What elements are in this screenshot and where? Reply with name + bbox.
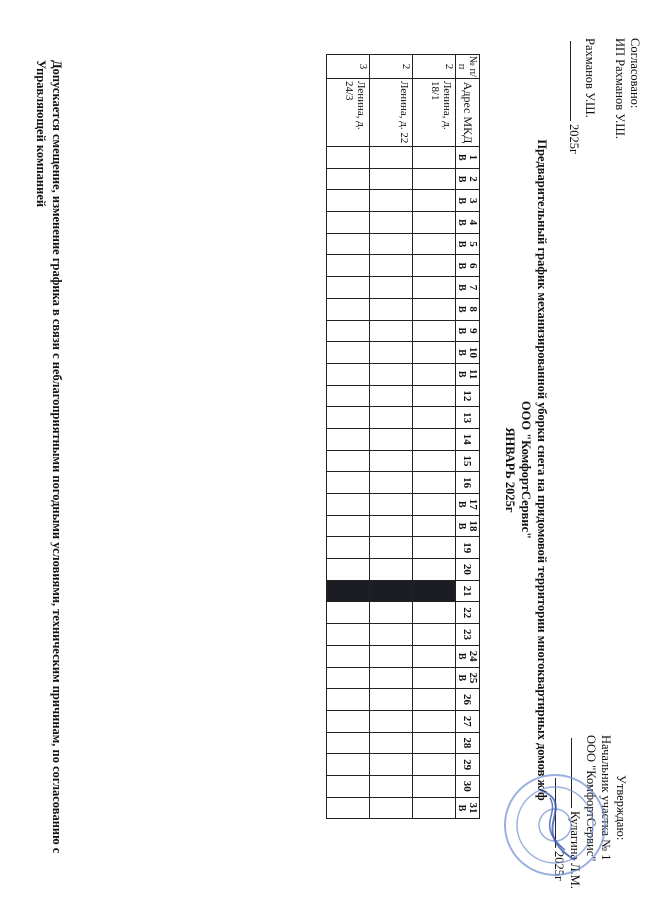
schedule-cell [413, 580, 456, 602]
day-number: 2 [467, 176, 479, 182]
day-header-30 [456, 775, 480, 797]
day-number: 18 [467, 520, 479, 532]
day-header-16 [456, 472, 480, 494]
day-number: 16 [461, 477, 474, 489]
day-number: 20 [461, 563, 474, 575]
day-off-mark: В [456, 652, 467, 660]
schedule-cell [327, 775, 370, 797]
schedule-cell [370, 428, 413, 450]
day-off-mark: В [456, 370, 467, 378]
schedule-cell [327, 515, 370, 537]
day-number: 26 [461, 694, 474, 706]
day-header-29 [456, 754, 480, 776]
schedule-cell [370, 450, 413, 472]
day-number: 3 [467, 197, 479, 204]
table-header-row [456, 55, 480, 819]
day-number: 12 [461, 390, 474, 402]
day-off-mark: В [456, 284, 467, 291]
day-off-mark: В [456, 674, 467, 682]
schedule-cell [370, 515, 413, 537]
snow-removal-schedule-table [326, 54, 480, 819]
day-header-14 [456, 428, 480, 450]
schedule-cell [413, 212, 456, 234]
title-line-3: ЯНВАРЬ 2025г [503, 427, 517, 513]
schedule-cell [413, 797, 456, 819]
schedule-cell [370, 667, 413, 689]
schedule-cell [413, 385, 456, 407]
day-number: 7 [467, 284, 479, 291]
day-number: 14 [461, 433, 474, 445]
row-address: Ленина, д. 22 [370, 79, 413, 147]
schedule-cell [327, 428, 370, 450]
schedule-cell [370, 212, 413, 234]
day-number: 29 [461, 759, 474, 771]
schedule-cell [413, 428, 456, 450]
day-header-24 [456, 645, 480, 667]
approval-left-date [566, 38, 582, 258]
day-number: 9 [467, 328, 479, 334]
schedule-cell [370, 147, 413, 169]
day-header-25 [456, 667, 480, 689]
schedule-cell [370, 407, 413, 429]
table-row [370, 55, 413, 819]
approval-left-block [566, 38, 642, 258]
title-line-2: ООО "КомфортСервис" [519, 400, 533, 540]
day-off-mark: В [456, 327, 467, 335]
day-number: 5 [467, 241, 479, 247]
day-off-mark: В [456, 197, 467, 205]
day-header-6 [456, 255, 480, 277]
day-number: 15 [461, 455, 474, 467]
day-header-27 [456, 710, 480, 732]
schedule-cell [327, 689, 370, 711]
approval-left-signature [582, 38, 597, 258]
schedule-cell [370, 624, 413, 646]
schedule-cell [327, 559, 370, 581]
day-off-mark: В [456, 522, 467, 530]
schedule-cell [413, 645, 456, 667]
day-header-31 [456, 797, 480, 819]
schedule-cell [413, 190, 456, 212]
schedule-cell [370, 754, 413, 776]
day-header-4 [456, 212, 480, 234]
approval-right-year: 2025г [552, 851, 566, 882]
day-header-18 [456, 515, 480, 537]
day-header-23 [456, 624, 480, 646]
day-number: 21 [461, 585, 474, 597]
schedule-cell [327, 472, 370, 494]
day-number: 4 [467, 219, 479, 226]
approval-right-org: ООО "КомфортСервис" [584, 735, 598, 862]
day-header-9 [456, 320, 480, 342]
day-number: 24 [467, 650, 479, 662]
day-number: 10 [467, 347, 479, 359]
day-number: 28 [461, 737, 474, 749]
approval-right-label: Утверждаю: [614, 775, 628, 841]
schedule-cell [327, 147, 370, 169]
schedule-cell [327, 494, 370, 516]
day-header-10 [456, 342, 480, 364]
schedule-cell [327, 298, 370, 320]
day-header-13 [456, 407, 480, 429]
schedule-cell [413, 298, 456, 320]
approval-left-label: Согласовано: [628, 38, 642, 109]
schedule-cell [413, 277, 456, 299]
day-header-11 [456, 363, 480, 385]
schedule-cell [327, 624, 370, 646]
footer-note: Допускается смещение, изменение графика в связи с неблагоприятными погодными условиями, техническим причинам, по согласованию с Управляющей компанией [34, 60, 64, 854]
date-line [570, 41, 582, 121]
day-number: 31 [467, 802, 479, 814]
schedule-cell [327, 537, 370, 559]
schedule-cell [370, 775, 413, 797]
day-header-28 [456, 732, 480, 754]
day-header-12 [456, 385, 480, 407]
schedule-cell [370, 710, 413, 732]
schedule-cell [413, 732, 456, 754]
day-number: 6 [467, 263, 479, 269]
schedule-cell [327, 645, 370, 667]
day-off-mark: В [456, 501, 467, 508]
day-number: 11 [467, 369, 479, 380]
title-line-1: Предварительный график механизированной уборки снега на придомовой территории многоквартирных домов ж/ф [535, 139, 549, 801]
day-number: 1 [467, 154, 479, 161]
schedule-cell [413, 233, 456, 255]
day-off-mark: В [456, 305, 467, 313]
row-number: 2 [370, 55, 413, 79]
approval-right-position: Начальник участка № 1 [599, 735, 613, 861]
schedule-cell [327, 342, 370, 364]
schedule-cell [370, 255, 413, 277]
schedule-cell [327, 168, 370, 190]
schedule-cell [413, 775, 456, 797]
table-row [327, 55, 370, 819]
schedule-cell [370, 233, 413, 255]
schedule-cell [413, 515, 456, 537]
day-off-mark: В [456, 349, 467, 356]
schedule-cell [370, 277, 413, 299]
day-header-15 [456, 450, 480, 472]
schedule-cell [413, 342, 456, 364]
schedule-cell [327, 667, 370, 689]
day-header-22 [456, 602, 480, 624]
day-number: 8 [467, 306, 479, 312]
approval-left-org: ИП Рахманов У.Ш. [613, 38, 627, 139]
day-off-mark: В [456, 154, 467, 161]
schedule-cell [370, 689, 413, 711]
schedule-cell [370, 494, 413, 516]
day-header-1 [456, 147, 480, 169]
day-off-mark: В [456, 240, 467, 248]
document-title [502, 80, 550, 860]
schedule-cell [413, 407, 456, 429]
schedule-cell [370, 645, 413, 667]
day-header-21 [456, 580, 480, 602]
day-header-17 [456, 494, 480, 516]
schedule-cell [413, 754, 456, 776]
schedule-cell [370, 559, 413, 581]
schedule-cell [413, 537, 456, 559]
column-header-number: № п/п [456, 55, 479, 78]
row-number: 2 [413, 55, 456, 79]
day-number: 30 [461, 780, 474, 792]
day-number: 19 [461, 542, 474, 554]
schedule-cell [370, 298, 413, 320]
day-header-7 [456, 277, 480, 299]
schedule-cell [370, 472, 413, 494]
schedule-cell [413, 559, 456, 581]
schedule-cell [413, 667, 456, 689]
day-number: 25 [467, 672, 479, 684]
schedule-cell [327, 407, 370, 429]
schedule-cell [327, 710, 370, 732]
schedule-cell [370, 580, 413, 602]
schedule-cell [327, 732, 370, 754]
schedule-cell [413, 710, 456, 732]
schedule-cell [327, 385, 370, 407]
day-off-mark: В [456, 804, 467, 812]
schedule-cell [370, 602, 413, 624]
row-address: Ленина, д. 18/1 [413, 79, 456, 147]
schedule-cell [413, 450, 456, 472]
schedule-cell [370, 797, 413, 819]
schedule-cell [327, 320, 370, 342]
schedule-cell [413, 472, 456, 494]
schedule-cell [370, 168, 413, 190]
schedule-cell [370, 363, 413, 385]
schedule-cell [370, 385, 413, 407]
schedule-cell [327, 754, 370, 776]
day-number: 23 [461, 628, 474, 640]
day-header-19 [456, 537, 480, 559]
day-off-mark: В [456, 262, 467, 270]
table-row [413, 55, 456, 819]
schedule-cell [413, 255, 456, 277]
schedule-cell [370, 537, 413, 559]
schedule-cell [327, 363, 370, 385]
schedule-cell [413, 147, 456, 169]
day-number: 17 [467, 498, 479, 510]
schedule-cell [370, 190, 413, 212]
approval-right-signer: Кулагина Л.М. [568, 811, 582, 889]
approval-left-year: 2025г [567, 124, 581, 155]
schedule-cell [413, 689, 456, 711]
schedule-cell [413, 624, 456, 646]
schedule-cell [327, 212, 370, 234]
day-header-8 [456, 298, 480, 320]
schedule-cell [413, 363, 456, 385]
column-header-address: Адрес МКД [456, 79, 480, 147]
schedule-cell [327, 602, 370, 624]
day-header-5 [456, 233, 480, 255]
schedule-cell [327, 233, 370, 255]
day-off-mark: В [456, 219, 467, 226]
approval-left-signer: Рахманов У.Ш. [583, 38, 597, 118]
day-number: 27 [461, 715, 474, 727]
schedule-cell [370, 320, 413, 342]
schedule-cell [327, 190, 370, 212]
schedule-cell [327, 450, 370, 472]
row-address: Ленина, д. 24/3 [327, 79, 370, 147]
day-number: 22 [461, 607, 474, 619]
schedule-cell [327, 797, 370, 819]
day-header-20 [456, 559, 480, 581]
day-off-mark: В [456, 175, 467, 183]
day-number: 13 [461, 412, 474, 424]
schedule-cell [327, 277, 370, 299]
day-header-3 [456, 190, 480, 212]
schedule-cell [370, 342, 413, 364]
schedule-cell [413, 494, 456, 516]
day-header-26 [456, 689, 480, 711]
day-header-2 [456, 168, 480, 190]
schedule-cell [413, 602, 456, 624]
schedule-cell [370, 732, 413, 754]
schedule-cell [327, 255, 370, 277]
schedule-cell [413, 320, 456, 342]
schedule-cell [413, 168, 456, 190]
row-number: 3 [327, 55, 370, 79]
schedule-cell [327, 580, 370, 602]
